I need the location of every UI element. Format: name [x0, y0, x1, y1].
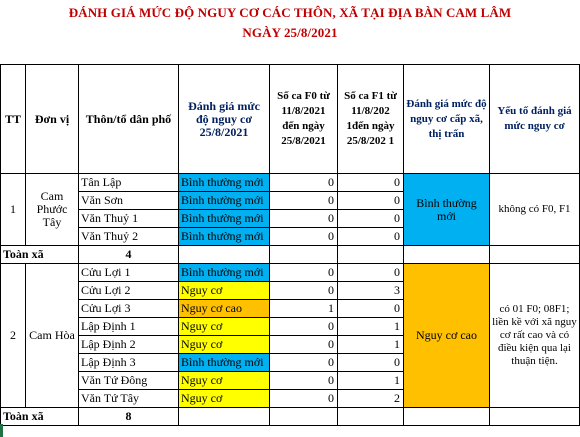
- report-title: ĐÁNH GIÁ MỨC ĐỘ NGUY CƠ CÁC THÔN, XÃ TẠI ĐỊA BÀN CAM LÂM: [68, 5, 512, 20]
- cell-f0[interactable]: 0: [270, 264, 338, 282]
- empty-cell[interactable]: [338, 246, 404, 264]
- cell-f0[interactable]: 0: [270, 336, 338, 354]
- empty-cell[interactable]: [270, 408, 338, 426]
- cell-f1[interactable]: 0: [338, 192, 404, 210]
- table-row: [1, 174, 580, 192]
- empty-cell[interactable]: [404, 408, 490, 426]
- cell-thon[interactable]: Cửu Lợi 2: [79, 282, 179, 300]
- cell-f0[interactable]: 0: [270, 318, 338, 336]
- cell-f1[interactable]: 1: [338, 318, 404, 336]
- cell-f1[interactable]: 0: [338, 354, 404, 372]
- cell-danh-gia[interactable]: Bình thường mới: [179, 192, 270, 210]
- cell-don-vi[interactable]: Cam Phước Tây: [26, 174, 79, 246]
- cell-f0[interactable]: 0: [270, 228, 338, 246]
- cell-f0[interactable]: 0: [270, 210, 338, 228]
- sheet-tab-marker: [0, 424, 3, 437]
- cell-f1[interactable]: 1: [338, 336, 404, 354]
- cell-tt[interactable]: 2: [1, 264, 26, 408]
- cell-danh-gia[interactable]: Nguy cơ: [179, 318, 270, 336]
- header-thon[interactable]: Thôn/tổ dân phố: [79, 65, 179, 174]
- cell-f0[interactable]: 0: [270, 282, 338, 300]
- cell-f0[interactable]: 0: [270, 174, 338, 192]
- cell-cap-xa[interactable]: Nguy cơ cao: [404, 264, 490, 408]
- empty-cell[interactable]: [179, 408, 270, 426]
- cell-f0[interactable]: 0: [270, 192, 338, 210]
- empty-cell[interactable]: [404, 246, 490, 264]
- cell-cap-xa[interactable]: Bình thường mới: [404, 174, 490, 246]
- cell-f1[interactable]: 0: [338, 210, 404, 228]
- cell-thon[interactable]: Lập Định 1: [79, 318, 179, 336]
- cell-f1[interactable]: 0: [338, 228, 404, 246]
- empty-cell[interactable]: [490, 246, 580, 264]
- cell-f0[interactable]: 1: [270, 300, 338, 318]
- cell-thon[interactable]: Văn Sơn: [79, 192, 179, 210]
- empty-cell[interactable]: [179, 246, 270, 264]
- cell-danh-gia[interactable]: Nguy cơ: [179, 336, 270, 354]
- total-value[interactable]: 4: [79, 246, 179, 264]
- cell-f1[interactable]: 2: [338, 390, 404, 408]
- cell-thon[interactable]: Lập Định 3: [79, 354, 179, 372]
- cell-f1[interactable]: 0: [338, 264, 404, 282]
- total-row: [1, 246, 580, 264]
- cell-f0[interactable]: 0: [270, 372, 338, 390]
- report-date: NGÀY 25/8/2021: [242, 25, 338, 40]
- cell-thon[interactable]: Cửu Lợi 3: [79, 300, 179, 318]
- risk-table: [0, 64, 580, 426]
- cell-thon[interactable]: Tân Lập: [79, 174, 179, 192]
- cell-danh-gia[interactable]: Bình thường mới: [179, 174, 270, 192]
- header-yeu-to[interactable]: Yếu tố đánh giá mức nguy cơ: [490, 65, 580, 174]
- table-row: [1, 264, 580, 282]
- cell-danh-gia[interactable]: Nguy cơ: [179, 282, 270, 300]
- cell-thon[interactable]: Văn Thuỷ 1: [79, 210, 179, 228]
- cell-danh-gia[interactable]: Bình thường mới: [179, 210, 270, 228]
- cell-thon[interactable]: Cửu Lợi 1: [79, 264, 179, 282]
- cell-don-vi[interactable]: Cam Hòa: [26, 264, 79, 408]
- cell-danh-gia[interactable]: Bình thường mới: [179, 264, 270, 282]
- empty-cell[interactable]: [490, 408, 580, 426]
- total-label[interactable]: Toàn xã: [1, 246, 79, 264]
- header-danh-gia[interactable]: Đánh giá mức độ nguy cơ 25/8/2021: [179, 65, 270, 174]
- header-row: [1, 65, 580, 174]
- cell-f0[interactable]: 0: [270, 390, 338, 408]
- header-f0[interactable]: Số ca F0 từ 11/8/2021 đến ngày 25/8/2021: [270, 65, 338, 174]
- cell-f0[interactable]: 0: [270, 354, 338, 372]
- cell-yeu-to[interactable]: không có F0, F1: [490, 174, 580, 246]
- cell-danh-gia[interactable]: Nguy cơ: [179, 372, 270, 390]
- header-f1[interactable]: Số ca F1 từ 11/8/202 1đến ngày 25/8/202 1: [338, 65, 404, 174]
- empty-cell[interactable]: [270, 246, 338, 264]
- cell-danh-gia[interactable]: Bình thường mới: [179, 354, 270, 372]
- cell-f1[interactable]: 3: [338, 282, 404, 300]
- cell-thon[interactable]: Văn Thuỷ 2: [79, 228, 179, 246]
- cell-f1[interactable]: 0: [338, 300, 404, 318]
- cell-f1[interactable]: 1: [338, 372, 404, 390]
- cell-thon[interactable]: Lập Định 2: [79, 336, 179, 354]
- cell-danh-gia[interactable]: Bình thường mới: [179, 228, 270, 246]
- total-row: [1, 408, 580, 426]
- header-cap-xa[interactable]: Đánh giá mức độ nguy cơ cấp xã, thị trấn: [404, 65, 490, 174]
- header-tt[interactable]: TT: [1, 65, 26, 174]
- cell-thon[interactable]: Văn Tứ Tây: [79, 390, 179, 408]
- total-label[interactable]: Toàn xã: [1, 408, 79, 426]
- cell-thon[interactable]: Văn Tứ Đông: [79, 372, 179, 390]
- total-value[interactable]: 8: [79, 408, 179, 426]
- header-don-vi[interactable]: Đơn vị: [26, 65, 79, 174]
- cell-danh-gia[interactable]: Nguy cơ: [179, 390, 270, 408]
- cell-f1[interactable]: 0: [338, 174, 404, 192]
- cell-yeu-to[interactable]: có 01 F0; 08F1; liền kề với xã nguy cơ rất cao và có điều kiện qua lại thuận tiện.: [490, 264, 580, 408]
- empty-cell[interactable]: [338, 408, 404, 426]
- cell-tt[interactable]: 1: [1, 174, 26, 246]
- cell-danh-gia[interactable]: Nguy cơ cao: [179, 300, 270, 318]
